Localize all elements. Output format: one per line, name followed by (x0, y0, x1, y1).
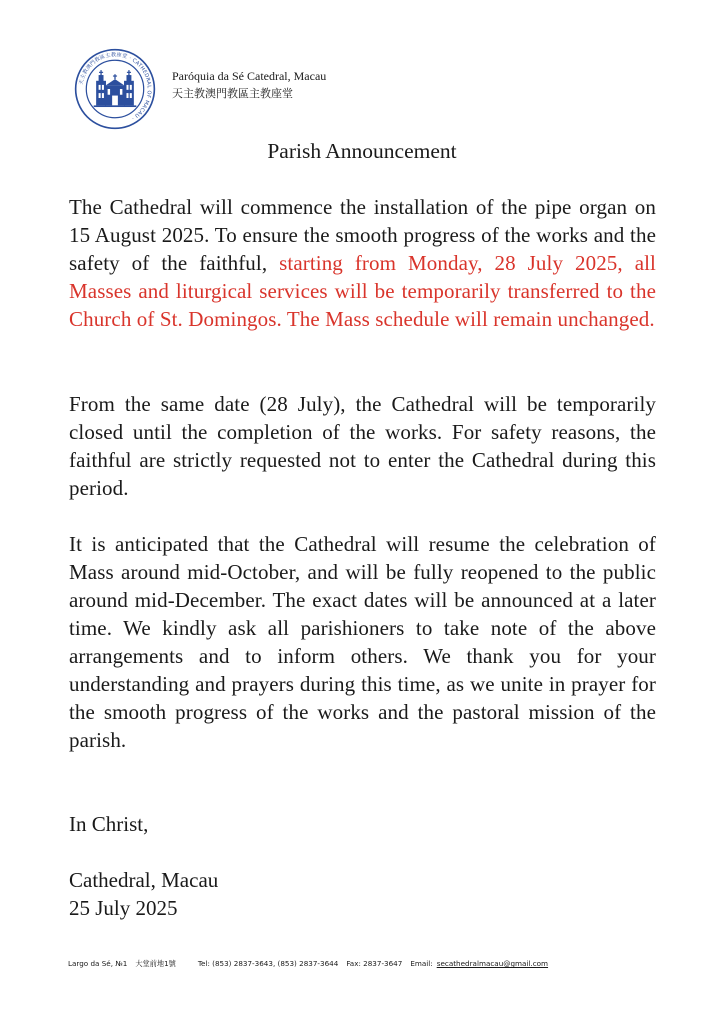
footer-address-zh: 大堂前地1號 (135, 959, 176, 968)
parish-name-portuguese: Paróquia da Sé Catedral, Macau (172, 69, 327, 83)
footer-fax: Fax: 2837-3647 (346, 959, 403, 968)
svg-text:天主教澳門教區主教座堂 · CATHEDRAL OF MAC: 天主教澳門教區主教座堂 · CATHEDRAL OF MACAU · (78, 52, 152, 121)
paragraph-closure: From the same date (28 July), the Cathedral will be temporarily closed until the completion of the works. For safety reasons, the faithful are strictly requested not to enter the Cathedral during this period. (69, 392, 656, 500)
paragraph-installation-text: The Cathedral will commence the installation of the pipe organ on 15 August 2025. To ensure the smooth progress of the works and the safety of the faithful, (69, 195, 656, 275)
footer-email-link[interactable]: secathedralmacau@gmail.com (436, 959, 549, 968)
closing-salutation: In Christ, (69, 812, 149, 836)
signature-date: 25 July 2025 (69, 896, 178, 920)
announcement-title: Parish Announcement (267, 139, 457, 163)
footer-tel: Tel: (853) 2837-3643, (853) 2837-3644 (197, 959, 339, 968)
footer-address-pt: Largo da Sé, №1 (68, 959, 128, 968)
letterhead (74, 48, 326, 130)
cathedral-seal-logo (74, 48, 156, 130)
footer-contact (68, 959, 660, 969)
paragraph-reopening: It is anticipated that the Cathedral will resume the celebration of Mass around mid-October, and will be fully reopened to the public around mid-December. The exact dates will be announced at a later time. We kindly ask all parishioners to take note of the above arrangements and to inform others. We thank you for your understanding and prayers during this time, as we unite in prayer for the smooth progress of the works and the pastoral mission of the parish. (69, 532, 656, 752)
paragraph-installation (69, 193, 656, 333)
parish-names (172, 68, 326, 102)
signature-block (69, 866, 218, 922)
footer-email-label: Email: (410, 959, 433, 968)
highlighted-notice: starting from Monday, 28 July 2025, all Masses and liturgical services will be temporarily transferred to the Church of St. Domingos. The Mass schedule will remain unchanged. (69, 251, 656, 331)
parish-name-chinese: 天主教澳門教區主教座堂 (172, 87, 293, 100)
signature-name: Cathedral, Macau (69, 868, 219, 892)
